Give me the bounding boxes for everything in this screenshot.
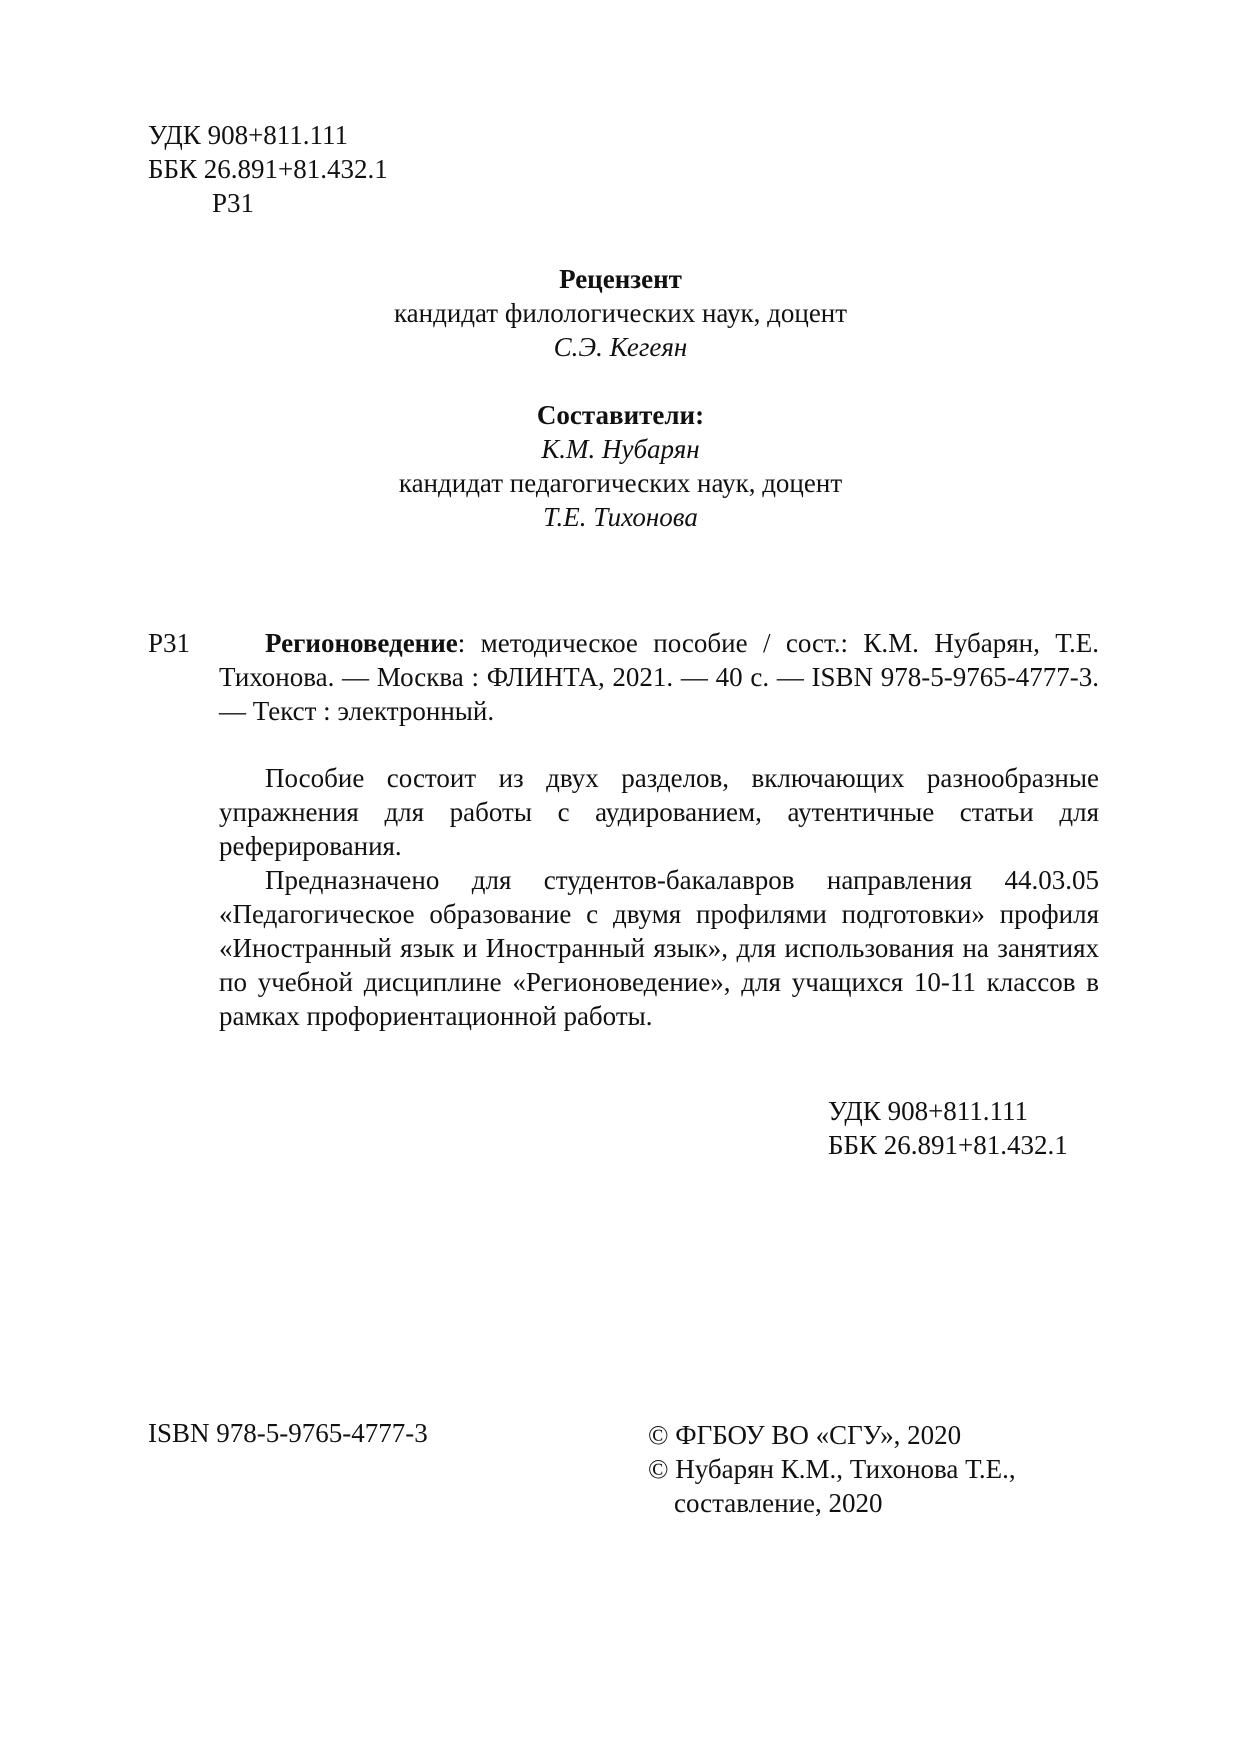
classification-codes-bottom — [828, 1094, 1068, 1162]
copyright-line-2: © Нубарян К.М., Тихонова Т.Е., — [648, 1454, 1016, 1484]
bibliographic-code: Р31 — [148, 628, 191, 658]
classification-codes-top — [148, 118, 388, 220]
bibliographic-record — [219, 626, 1099, 728]
book-title: Регионоведение — [265, 628, 458, 658]
annotation-paragraph-1: Пособие состоит из двух разделов, включающих разнообразные упражнения для работы с аудированием, аутентичные статьи для реферирования. — [219, 763, 1099, 861]
bbk-code-bottom: ББК 26.891+81.432.1 — [828, 1130, 1068, 1160]
compilers-heading: Составители: — [536, 400, 705, 430]
isbn: ISBN 978-5-9765-4777-3 — [148, 1418, 428, 1448]
udk-code: УДК 908+811.111 — [148, 120, 349, 150]
reviewer-heading: Рецензент — [559, 264, 682, 294]
compiler-2-name: Т.Е. Тихонова — [543, 502, 698, 532]
copyright-block — [648, 1418, 1016, 1520]
compiler-1-name: К.М. Нубарян — [541, 434, 700, 464]
copyright-line-1: © ФГБОУ ВО «СГУ», 2020 — [648, 1420, 962, 1450]
reviewer-title: кандидат филологических наук, доцент — [393, 298, 848, 328]
copyright-line-3: составление, 2020 — [674, 1488, 883, 1518]
credits-block — [0, 262, 1241, 534]
bibliographic-description: : методическое пособие / сост.: К.М. Нубарян, Т.Е. Тихонова. — Москва : ФЛИНТА, 2021. — 40 с. — ISBN 978-5-9765-4777-3. — Текст : электронный. — [219, 628, 1099, 726]
bbk-code: ББК 26.891+81.432.1 — [148, 154, 388, 184]
compiler-2-title: кандидат педагогических наук, доцент — [398, 468, 843, 498]
author-mark: Р31 — [212, 188, 255, 218]
reviewer-name: С.Э. Кегеян — [553, 332, 688, 362]
credits-spacer — [0, 364, 1241, 398]
udk-code-bottom: УДК 908+811.111 — [828, 1096, 1029, 1126]
annotation-paragraph-2: Предназначено для студентов-бакалавров направления 44.03.05 «Педагогическое образование с двумя профилями подготовки» профиля «Иностранный язык и Иностранный язык», для использования на занятиях по учебной дисциплине «Регионоведение», для учащихся 10-11 классов в рамках профориентационной работы. — [219, 865, 1099, 1031]
